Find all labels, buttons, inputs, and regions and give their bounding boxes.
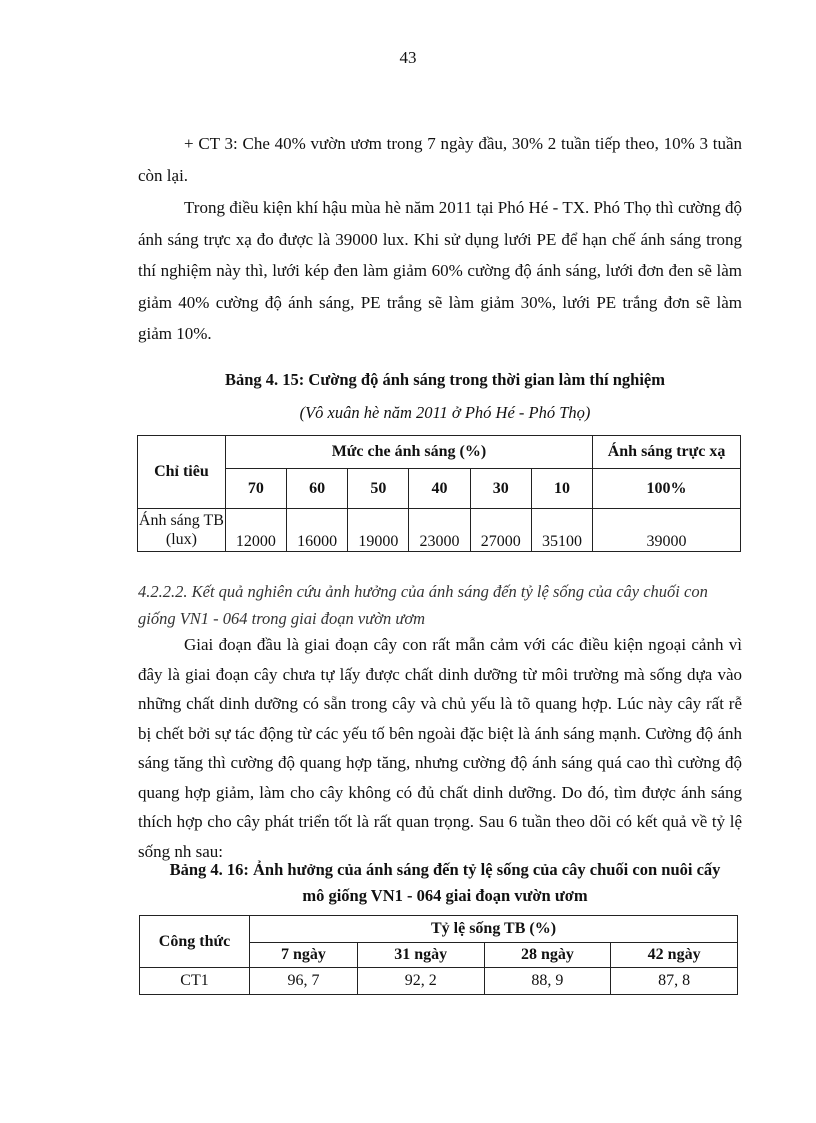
paragraph-ct3: + CT 3: Che 40% vườn ươm trong 7 ngày đầu, 30% 2 tuần tiếp theo, 10% 3 tuần còn lại. <box>138 134 742 185</box>
period-cell: 28 ngày <box>484 943 611 968</box>
value-cell: 12000 <box>225 509 286 552</box>
value-cell: 92, 2 <box>357 968 484 995</box>
section-heading: 4.2.2.2. Kết quả nghiên cứu ảnh hưởng của ánh sáng đến tỷ lệ sống của cây chuối con giống VN1 - 064 trong giai đoạn vườn ươm <box>138 582 708 628</box>
level-cell: 60 <box>287 469 348 509</box>
row-label: Ánh sáng TB (lux) <box>138 509 226 552</box>
value-cell: 88, 9 <box>484 968 611 995</box>
value-cell: 87, 8 <box>611 968 738 995</box>
level-cell: 30 <box>470 469 531 509</box>
value-cell: 19000 <box>348 509 409 552</box>
level-cell: 40 <box>409 469 470 509</box>
value-cell: 96, 7 <box>250 968 358 995</box>
row-label: CT1 <box>140 968 250 995</box>
table2-title-line1: Bảng 4. 16: Ảnh hưởng của ánh sáng đến tỷ lệ sống của cây chuối con nuôi cấy <box>169 860 721 879</box>
header-formula: Công thức <box>140 916 250 968</box>
header-shading: Mức che ánh sáng (%) <box>225 436 592 469</box>
table1-title: Bảng 4. 15: Cường độ ánh sáng trong thời gian làm thí nghiệm <box>225 370 665 389</box>
header-direct: Ánh sáng trực xạ <box>593 436 741 469</box>
level-cell: 10 <box>531 469 592 509</box>
direct-value-cell: 39000 <box>593 509 741 552</box>
level-cell: 70 <box>225 469 286 509</box>
level-cell: 50 <box>348 469 409 509</box>
value-cell: 27000 <box>470 509 531 552</box>
header-rate: Tỷ lệ sống TB (%) <box>250 916 738 943</box>
value-cell: 16000 <box>287 509 348 552</box>
direct-level-cell: 100% <box>593 469 741 509</box>
light-intensity-table <box>137 435 741 552</box>
value-cell: 35100 <box>531 509 592 552</box>
period-cell: 7 ngày <box>250 943 358 968</box>
table1-subtitle: (Vô xuân hè năm 2011 ở Phó Hé - Phó Thọ) <box>299 403 591 422</box>
survival-rate-table <box>139 915 738 995</box>
paragraph-climate: Trong điều kiện khí hậu mùa hè năm 2011 tại Phó Hé - TX. Phó Thọ thì cường độ ánh sáng trực xạ đo được là 39000 lux. Khi sử dụng lưới PE để hạn chế ánh sáng trong thí nghiệm này thì, lưới kép đen làm giảm 60% cường độ ánh sáng, lưới đơn đen sẽ làm giảm 40% cường độ ánh sáng, PE trắng sẽ làm giảm 30%, lưới PE trắng đơn sẽ làm giảm 10%. <box>138 198 742 343</box>
paragraph-stage: Giai đoạn đầu là giai đoạn cây con rất mẫn cảm với các điều kiện ngoại cảnh vì đây là giai đoạn cây chưa tự lấy được chất dinh dưỡng từ môi trường mà sống dựa vào những chất dinh dưỡng có sẵn trong cây và chủ yếu là tõ quang hợp. Lúc này cây rất rễ bị chết bởi sự tác động từ các yếu tố bên ngoài đặc biệt là ánh sáng mạnh. Cường độ ánh sáng tăng thì cường độ quang hợp tăng, nhưng cường độ ánh sáng quá cao thì cường độ quang hợp giảm, làm cho cây không có đủ chất dinh dưỡng. Do đó, tìm được ánh sáng thích hợp cho cây phát triển tốt là rất quan trọng. Sau 6 tuần theo dõi có kết quả về tỷ lệ sống nh sau: <box>138 635 742 861</box>
page-number: 43 <box>399 48 417 67</box>
period-cell: 42 ngày <box>611 943 738 968</box>
period-cell: 31 ngày <box>357 943 484 968</box>
value-cell: 23000 <box>409 509 470 552</box>
header-indicator: Chỉ tiêu <box>138 436 226 509</box>
table2-title-line2: mô giống VN1 - 064 giai đoạn vườn ươm <box>302 886 588 905</box>
